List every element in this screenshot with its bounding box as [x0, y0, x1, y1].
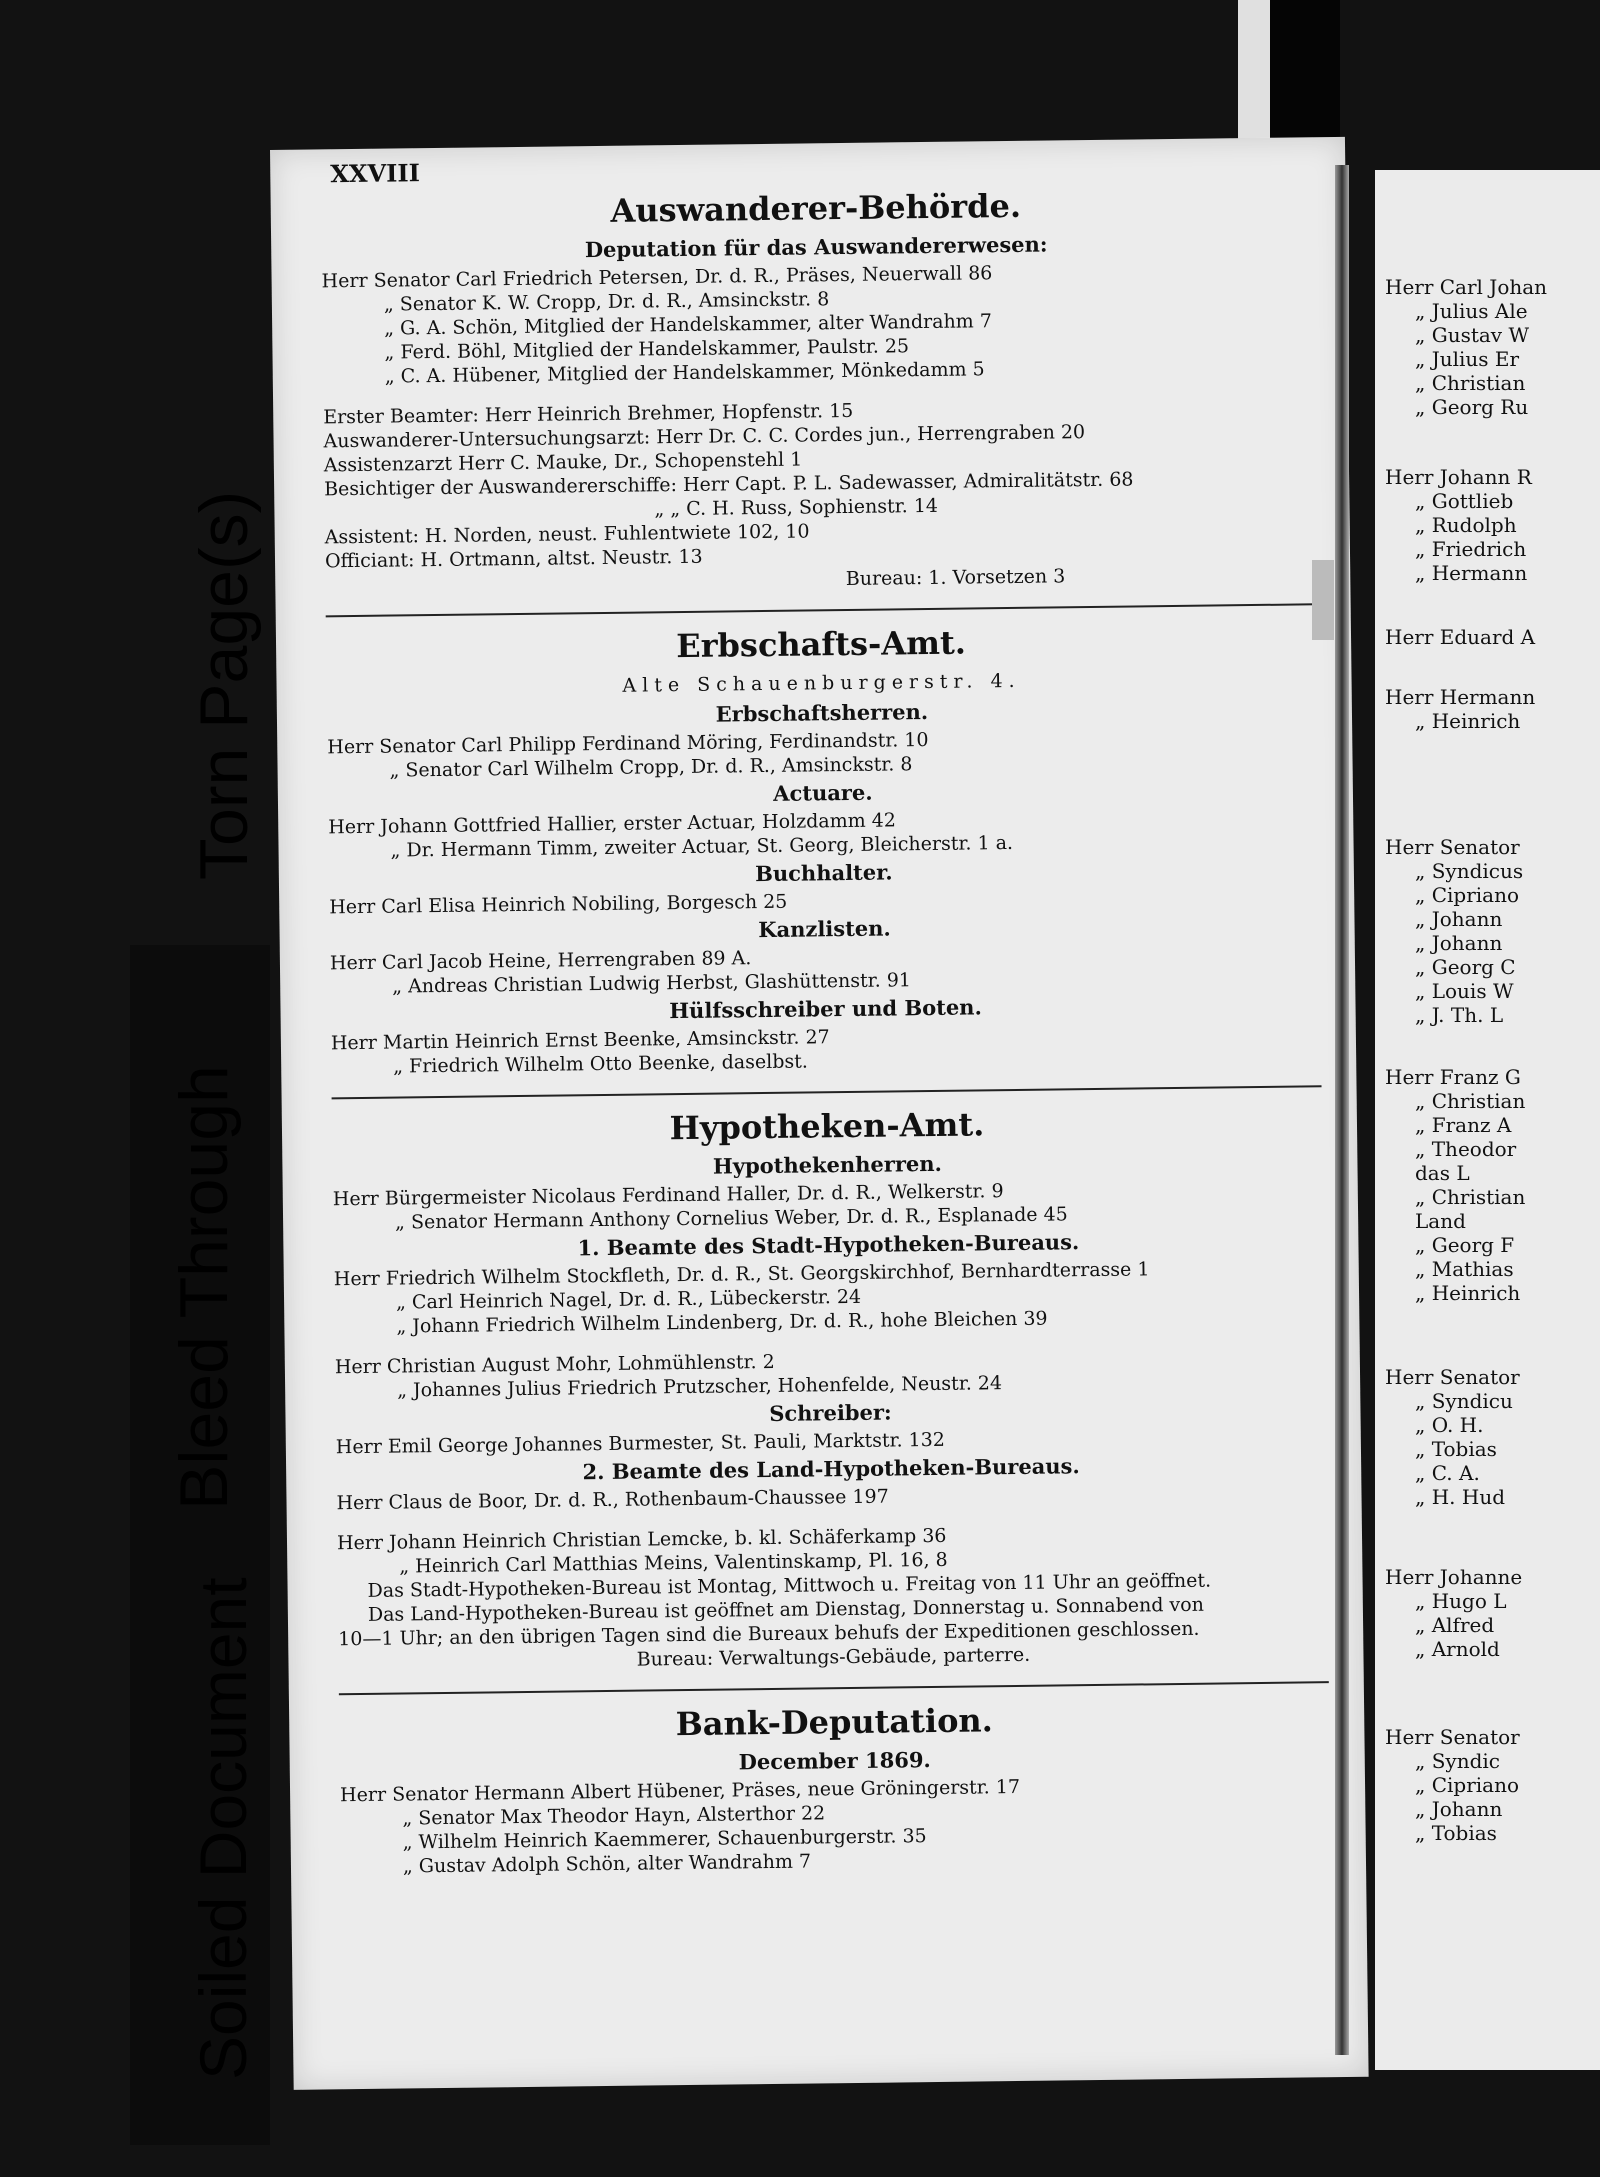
section-title-hypotheken: Hypotheken-Amt. — [669, 1105, 985, 1148]
list-item: Herr Johann Gottfried Hallier, erster Actuar, Holzdamm 42 — [328, 809, 897, 839]
list-item: Herr Carl Jacob Heine, Herrengraben 89 A. — [329, 947, 752, 975]
note-line: Das Stadt-Hypotheken-Bureau ist Montag, Mittwoch u. Freitag von 11 Uhr an geöffnet. — [367, 1569, 1212, 1602]
right-page-line: Herr Carl Johan — [1385, 275, 1548, 299]
right-page-line: Land — [1415, 1209, 1466, 1233]
subtitle-hypothekenherren: Hypothekenherren. — [712, 1150, 943, 1179]
list-item: „ Friedrich Wilhelm Otto Beenke, daselbst. — [393, 1050, 808, 1078]
list-item: „ Senator Hermann Anthony Cornelius Weber, Dr. d. R., Esplanade 45 — [394, 1203, 1068, 1234]
list-item: Herr Claus de Boor, Dr. d. R., Rothenbaum-Chaussee 197 — [336, 1485, 889, 1515]
label-bleed-through: Bleed Through — [166, 1065, 242, 1510]
right-page-line: Herr Senator — [1385, 1725, 1520, 1749]
right-page-line: „ Syndic — [1415, 1749, 1500, 1773]
right-page-line: Herr Franz G — [1385, 1065, 1521, 1089]
right-page-line: „ Hugo L — [1415, 1589, 1507, 1613]
right-page-line: Herr Senator — [1385, 835, 1520, 859]
list-item: Herr Bürgermeister Nicolaus Ferdinand Haller, Dr. d. R., Welkerstr. 9 — [332, 1180, 1004, 1211]
list-item: Herr Carl Elisa Heinrich Nobiling, Borgesch 25 — [329, 890, 788, 919]
list-item: „ G. A. Schön, Mitglied der Handelskammer, alter Wandrahm 7 — [384, 310, 993, 340]
subtitle-deputation: Deputation für das Auswandererwesen: — [584, 231, 1048, 263]
right-page-line: „ Heinrich — [1415, 709, 1521, 733]
list-item: „ Senator Max Theodor Hayn, Alsterthor 22 — [402, 1802, 826, 1830]
right-page-line: „ Alfred — [1415, 1613, 1495, 1637]
list-item: „ Senator K. W. Cropp, Dr. d. R., Amsinckstr. 8 — [383, 288, 830, 316]
list-item: „ Johannes Julius Friedrich Prutzscher, Hohenfelde, Neustr. 24 — [397, 1372, 1003, 1402]
list-item: Herr Senator Carl Philipp Ferdinand Möring, Ferdinandstr. 10 — [327, 728, 929, 759]
divider — [339, 1681, 1329, 1695]
right-page-line: „ Friedrich — [1415, 537, 1527, 561]
right-page — [1375, 170, 1600, 2070]
right-page-line: „ Louis W — [1415, 979, 1514, 1003]
section-title-erbschaft: Erbschafts-Amt. — [676, 623, 967, 666]
list-item: Herr Christian August Mohr, Lohmühlenstr. 2 — [334, 1350, 775, 1379]
list-item: Herr Martin Heinrich Ernst Beenke, Amsinckstr. 27 — [330, 1026, 830, 1055]
right-page-line: Herr Senator — [1385, 1365, 1520, 1389]
list-item: Herr Emil George Johannes Burmester, St. Pauli, Marktstr. 132 — [335, 1428, 946, 1459]
right-page-line: „ C. A. — [1415, 1461, 1480, 1485]
left-page — [270, 137, 1369, 2090]
right-page-line: „ Tobias — [1415, 1821, 1497, 1845]
bureau-line: Bureau: Verwaltungs-Gebäude, parterre. — [636, 1643, 1031, 1671]
right-page-line: „ Gustav W — [1415, 323, 1530, 347]
address-line: Alte Schauenburgerstr. 4. — [622, 669, 1021, 697]
right-page-line: „ Julius Ale — [1415, 299, 1528, 323]
label-torn-pages: Torn Page(s) — [186, 490, 262, 880]
list-item: Herr Senator Carl Friedrich Petersen, Dr. d. R., Präses, Neuerwall 86 — [321, 262, 993, 293]
date-line: December 1869. — [738, 1747, 931, 1775]
list-item: Herr Johann Heinrich Christian Lemcke, b. kl. Schäferkamp 36 — [336, 1524, 947, 1555]
right-page-line: Herr Johanne — [1385, 1565, 1523, 1589]
right-page-line: „ Johann — [1415, 1797, 1503, 1821]
right-page-line: „ Hermann — [1415, 561, 1528, 585]
list-item: „ Heinrich Carl Matthias Meins, Valentinskamp, Pl. 16, 8 — [399, 1548, 948, 1578]
right-page-line: „ H. Hud — [1415, 1485, 1505, 1509]
right-page-line: „ J. Th. L — [1415, 1003, 1504, 1027]
right-page-line: Herr Eduard A — [1385, 625, 1536, 649]
torn-fold — [1312, 560, 1334, 640]
list-item: „ Ferd. Böhl, Mitglied der Handelskammer, Paulstr. 25 — [384, 335, 910, 364]
list-item: Auswanderer-Untersuchungsarzt: Herr Dr. C. C. Cordes jun., Herrengraben 20 — [323, 421, 1086, 453]
right-page-line: „ Georg C — [1415, 955, 1516, 979]
section-title-bank: Bank-Deputation. — [675, 1701, 994, 1744]
right-page-line: „ Cipriano — [1415, 883, 1520, 907]
list-item: „ Dr. Hermann Timm, zweiter Actuar, St. Georg, Bleicherstr. 1 a. — [390, 831, 1014, 862]
right-page-line: „ Theodor — [1415, 1137, 1517, 1161]
right-page-line: „ Christian — [1415, 1089, 1526, 1113]
list-item: „ Andreas Christian Ludwig Herbst, Glashüttenstr. 91 — [392, 969, 912, 998]
page-content — [320, 177, 1331, 1879]
right-page-line: „ O. H. — [1415, 1413, 1484, 1437]
right-page-line: „ Christian — [1415, 371, 1526, 395]
section-title-auswanderer: Auswanderer-Behörde. — [610, 186, 1022, 230]
right-page-line: „ Franz A — [1415, 1113, 1512, 1137]
right-page-line: „ Gottlieb — [1415, 489, 1514, 513]
list-item: „ Senator Carl Wilhelm Cropp, Dr. d. R., Amsinckstr. 8 — [389, 753, 913, 782]
subtitle-schreiber: Schreiber: — [769, 1399, 892, 1426]
subtitle-stadt-bureau: 1. Beamte des Stadt-Hypotheken-Bureaus. — [577, 1229, 1080, 1261]
list-item: „ C. A. Hübener, Mitglied der Handelskammer, Mönkedamm 5 — [384, 358, 985, 388]
right-page-line: „ Georg Ru — [1415, 395, 1529, 419]
right-page-line: „ Johann — [1415, 931, 1503, 955]
list-item: Erster Beamter: Herr Heinrich Brehmer, Hopfenstr. 15 — [323, 399, 854, 429]
right-page-line: „ Cipriano — [1415, 1773, 1520, 1797]
list-item: Herr Friedrich Wilhelm Stockfleth, Dr. d. R., St. Georgskirchhof, Bernhardterrasse 1 — [333, 1258, 1150, 1291]
subtitle-kanzlisten: Kanzlisten. — [758, 915, 891, 943]
list-item: „ Johann Friedrich Wilhelm Lindenberg, Dr. d. R., hohe Bleichen 39 — [396, 1307, 1048, 1338]
subtitle-herren: Erbschaftsherren. — [715, 699, 929, 727]
list-item: Herr Senator Hermann Albert Hübener, Präses, neue Gröningerstr. 17 — [339, 1775, 1021, 1807]
right-page-line: das L — [1415, 1161, 1470, 1185]
right-page-line: „ Georg F — [1415, 1233, 1515, 1257]
right-page-line: „ Syndicus — [1415, 859, 1524, 883]
divider — [326, 603, 1316, 617]
list-item: „ Wilhelm Heinrich Kaemmerer, Schauenburgerstr. 35 — [402, 1825, 927, 1854]
right-page-line: Herr Johann R — [1385, 465, 1532, 489]
right-page-line: „ Rudolph — [1415, 513, 1517, 537]
right-page-line: „ Heinrich — [1415, 1281, 1521, 1305]
binding-edge — [1238, 0, 1273, 150]
right-page-line: „ Tobias — [1415, 1437, 1497, 1461]
note-line: 10—1 Uhr; an den übrigen Tagen sind die Bureaux behufs der Expeditionen geschlossen. — [338, 1617, 1200, 1651]
label-soiled-document: Soiled Document — [186, 1577, 260, 2080]
list-item: „ Gustav Adolph Schön, alter Wandrahm 7 — [402, 1850, 812, 1878]
divider — [332, 1085, 1322, 1099]
right-page-line: „ Arnold — [1415, 1637, 1500, 1661]
bureau-line: Bureau: 1. Vorsetzen 3 — [845, 565, 1066, 590]
list-item: Assistent: H. Norden, neust. Fuhlentwiete 102, 10 — [324, 520, 810, 549]
right-page-line: „ Christian — [1415, 1185, 1526, 1209]
page-gutter — [1335, 165, 1349, 2055]
list-item: „ Carl Heinrich Nagel, Dr. d. R., Lübeckerstr. 24 — [395, 1285, 862, 1314]
list-item: „ „ C. H. Russ, Sophienstr. 14 — [654, 494, 939, 521]
note-line: Das Land-Hypotheken-Bureau ist geöffnet am Dienstag, Donnerstag u. Sonnabend von — [367, 1593, 1205, 1626]
subtitle-buchhalter: Buchhalter. — [755, 859, 893, 887]
subtitle-boten: Hülfsschreiber und Boten. — [669, 994, 982, 1024]
right-page-line: „ Johann — [1415, 907, 1503, 931]
list-item: Besichtiger der Auswandererschiffe: Herr Capt. P. L. Sadewasser, Admiralitätstr. 68 — [324, 468, 1134, 501]
subtitle-actuare: Actuare. — [773, 779, 873, 806]
right-page-line: „ Julius Er — [1415, 347, 1520, 371]
page-number: XXVIII — [330, 158, 421, 189]
right-page-line: „ Syndicu — [1415, 1389, 1513, 1413]
list-item: Officiant: H. Ortmann, altst. Neustr. 13 — [324, 545, 703, 573]
subtitle-land-bureau: 2. Beamte des Land-Hypotheken-Bureaus. — [582, 1453, 1080, 1485]
right-page-line: „ Mathias — [1415, 1257, 1514, 1281]
right-page-line: Herr Hermann — [1385, 685, 1536, 709]
list-item: Assistenzarzt Herr C. Mauke, Dr., Schopenstehl 1 — [323, 448, 803, 477]
